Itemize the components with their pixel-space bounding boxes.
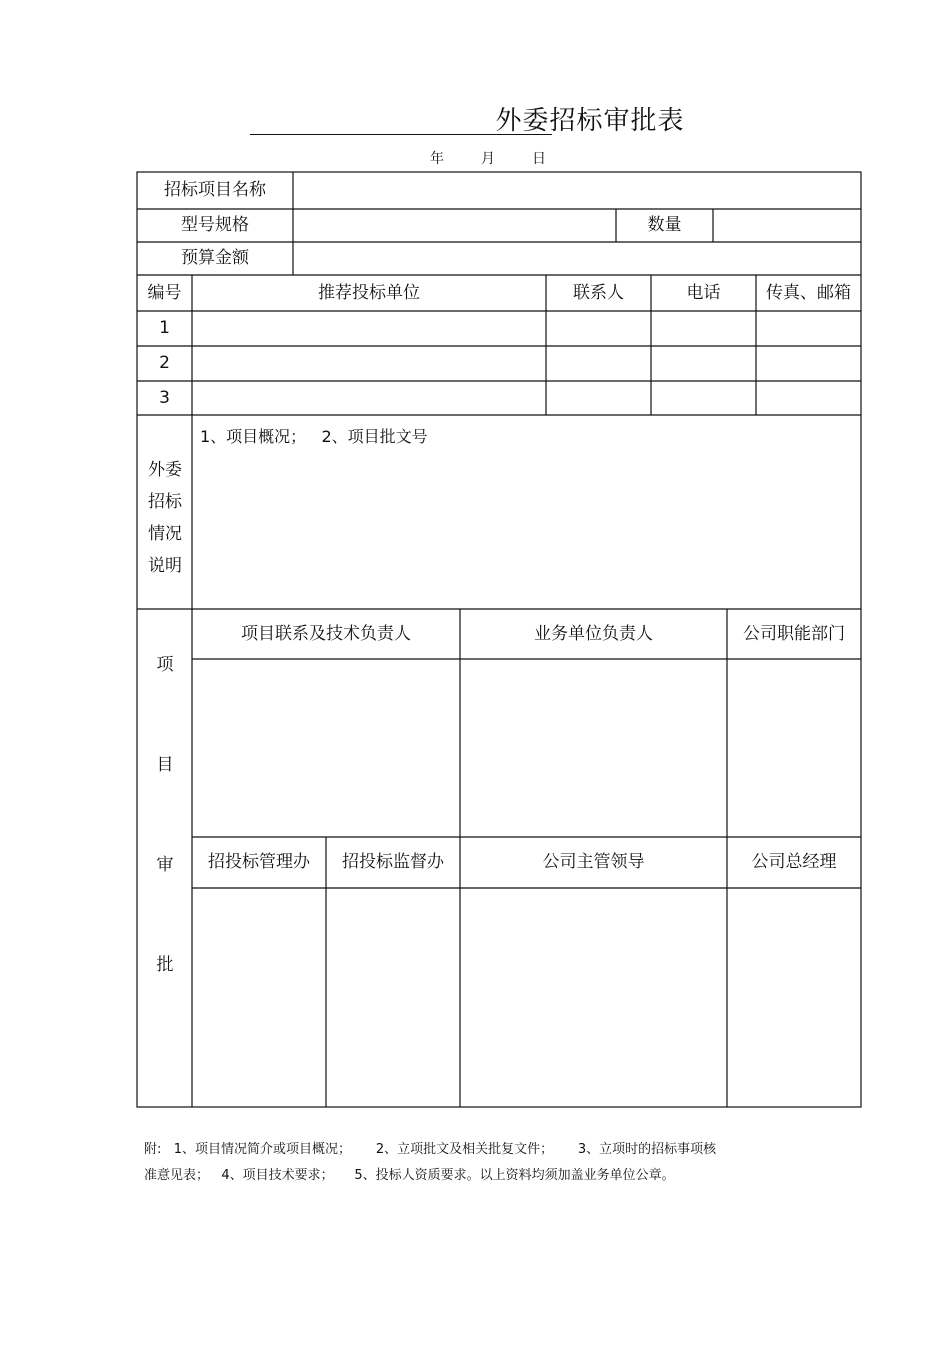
outsourcing-label-line: 外委 — [148, 460, 182, 480]
date-year-label: 年 — [430, 151, 444, 167]
approver-header-functional-dept: 公司职能部门 — [743, 623, 845, 644]
approver-header-general-manager: 公司总经理 — [751, 852, 837, 873]
bidder-field-1[interactable] — [192, 311, 546, 346]
signature-field-business-unit[interactable] — [460, 659, 727, 837]
approver-header-business-unit: 业务单位负责人 — [534, 623, 653, 644]
signature-field-functional-dept[interactable] — [727, 659, 861, 837]
footnote-line-1: 附: 1、项目情况简介或项目概况； 2、立项批文及相关批复文件； 3、立项时的招标事项核 — [144, 1142, 717, 1157]
approver-header-supervision-office: 招投标监督办 — [342, 852, 444, 873]
signature-field-tech-lead[interactable] — [192, 659, 460, 837]
col-header-contact: 联系人 — [573, 282, 624, 303]
signature-field-general-manager[interactable] — [727, 888, 861, 1107]
outsourcing-description-field[interactable] — [192, 450, 861, 609]
date-day-label: 日 — [532, 151, 546, 167]
date-month-label: 月 — [481, 151, 495, 167]
bidder-field-3[interactable] — [192, 381, 546, 415]
signature-field-bidding-office[interactable] — [192, 888, 326, 1107]
signature-field-supervision-office[interactable] — [326, 888, 460, 1107]
form-title: 外委招标审批表 — [495, 106, 685, 136]
bidder-field-2[interactable] — [192, 346, 546, 381]
approval-label-char: 项 — [156, 655, 174, 675]
approval-label-char: 目 — [156, 755, 174, 775]
project-name-label: 招标项目名称 — [164, 180, 266, 201]
approver-header-bidding-office: 招投标管理办 — [208, 852, 310, 873]
quantity-field[interactable] — [713, 209, 861, 242]
model-spec-field[interactable] — [293, 209, 616, 242]
approval-label-char: 审 — [156, 855, 174, 875]
row-number-3: 3 — [159, 387, 170, 408]
budget-label: 预算金额 — [181, 248, 249, 269]
col-header-bidder: 推荐投标单位 — [318, 282, 420, 303]
project-name-field[interactable] — [293, 172, 861, 209]
approver-header-supervising-leader: 公司主管领导 — [542, 852, 645, 873]
col-header-phone: 电话 — [686, 282, 721, 303]
outsourcing-label-line: 情况 — [148, 524, 182, 544]
col-header-fax-email: 传真、邮箱 — [766, 282, 851, 303]
row-number-2: 2 — [159, 353, 170, 374]
footnote-line-2: 准意见表； 4、项目技术要求； 5、投标人资质要求。以上资料均须加盖业务单位公章。 — [144, 1168, 675, 1183]
signature-field-supervising-leader[interactable] — [460, 888, 727, 1107]
outsourcing-label-line: 说明 — [148, 556, 182, 576]
outsourcing-section-label — [137, 454, 193, 582]
model-spec-label: 型号规格 — [181, 215, 249, 236]
approval-label-char: 批 — [156, 955, 174, 975]
row-number-1: 1 — [159, 318, 170, 339]
approver-header-tech-lead: 项目联系及技术负责人 — [241, 623, 411, 644]
outsourcing-hint: 1、项目概况； 2、项目批文号 — [200, 427, 428, 446]
col-header-number: 编号 — [147, 282, 182, 303]
outsourcing-label-line: 招标 — [148, 492, 182, 512]
quantity-label: 数量 — [647, 215, 682, 236]
budget-field[interactable] — [293, 242, 861, 275]
